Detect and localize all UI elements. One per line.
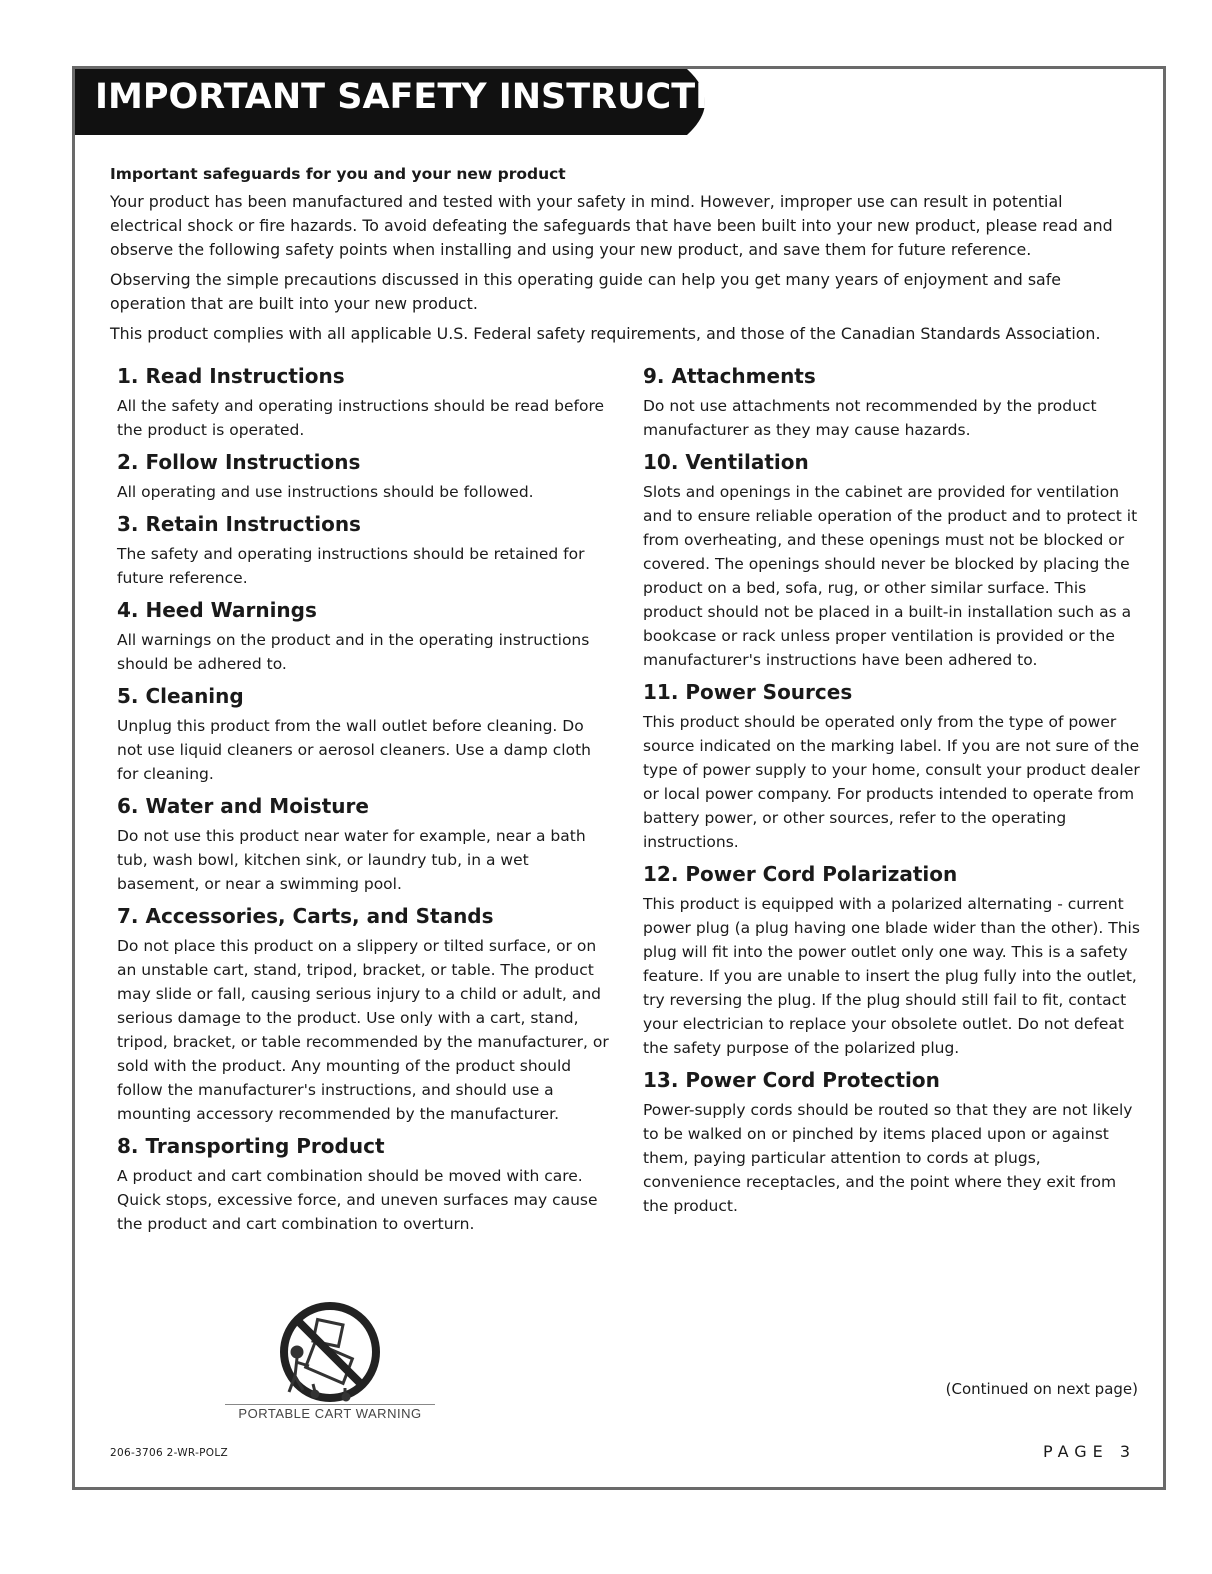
- intro-section: [110, 162, 1135, 352]
- intro-heading: Important safeguards for you and your new product: [110, 165, 566, 183]
- section-title: 13. Power Cord Protection: [643, 1068, 940, 1092]
- section-title: 4. Heed Warnings: [117, 598, 317, 622]
- section-body: Power-supply cords should be routed so that they are not likely to be walked on or pinched by items placed upon or against them, paying particular attention to cords at plugs, convenience receptacles, and the point where they exit from the product.: [643, 1101, 1133, 1215]
- section-power-cord-protection: [643, 1067, 1140, 1218]
- section-body: All operating and use instructions should be followed.: [117, 483, 534, 501]
- left-column: [117, 363, 610, 1243]
- intro-paragraph: This product complies with all applicable U.S. Federal safety requirements, and those of the Canadian Standards Association.: [110, 324, 1101, 343]
- section-attachments: [643, 363, 1140, 442]
- section-cleaning: [117, 683, 610, 786]
- section-body: Unplug this product from the wall outlet before cleaning. Do not use liquid cleaners or aerosol cleaners. Use a damp cloth for cleaning.: [117, 717, 591, 783]
- section-title: 10. Ventilation: [643, 450, 809, 474]
- cart-warning-caption: PORTABLE CART WARNING: [238, 1406, 422, 1421]
- section-body: All warnings on the product and in the operating instructions should be adhered to.: [117, 631, 590, 673]
- section-body: The safety and operating instructions should be retained for future reference.: [117, 545, 585, 587]
- section-title: 8. Transporting Product: [117, 1134, 385, 1158]
- document-number: 206-3706 2-WR-POLZ: [110, 1447, 229, 1459]
- intro-paragraph: Observing the simple precautions discussed in this operating guide can help you get many years of enjoyment and safe operation that are built into your new product.: [110, 270, 1062, 313]
- intro-paragraph: Your product has been manufactured and tested with your safety in mind. However, improper use can result in potential electrical shock or fire hazards. To avoid defeating the safeguards that have been built into your new product, please read and observe the following safety points when installing and using your new product, and save them for future reference.: [110, 192, 1113, 259]
- section-power-cord-polarization: [643, 861, 1140, 1060]
- section-body: Do not use attachments not recommended by the product manufacturer as they may cause hazards.: [643, 397, 1097, 439]
- section-heed-warnings: [117, 597, 610, 676]
- section-title: 2. Follow Instructions: [117, 450, 361, 474]
- section-body: Do not use this product near water for example, near a bath tub, wash bowl, kitchen sink, or laundry tub, in a wet basement, or near a swimming pool.: [117, 827, 586, 893]
- page-number: PAGE 3: [1042, 1442, 1136, 1461]
- portable-cart-warning: [225, 1300, 435, 1440]
- section-title: 5. Cleaning: [117, 684, 244, 708]
- section-body: This product is equipped with a polarized alternating - current power plug (a plug having one blade wider than the other). This plug will fit into the power outlet only one way. This is a safety feature. If you are unable to insert the plug fully into the outlet, try reversing the plug. If the plug should still fail to fit, contact your electrician to replace your obsolete outlet. Do not defeat the safety purpose of the polarized plug.: [643, 895, 1140, 1057]
- section-title: 6. Water and Moisture: [117, 794, 369, 818]
- section-title: 1. Read Instructions: [117, 364, 345, 388]
- section-transporting-product: [117, 1133, 610, 1236]
- continued-note: (Continued on next page): [945, 1380, 1138, 1398]
- section-power-sources: [643, 679, 1140, 854]
- section-retain-instructions: [117, 511, 610, 590]
- section-title: 7. Accessories, Carts, and Stands: [117, 904, 494, 928]
- section-title: 12. Power Cord Polarization: [643, 862, 958, 886]
- caption-rule: [225, 1404, 435, 1405]
- section-title: 11. Power Sources: [643, 680, 853, 704]
- section-body: Do not place this product on a slippery or tilted surface, or on an unstable cart, stand, tripod, bracket, or table. The product may slide or fall, causing serious injury to a child or adult, and serious damage to the product. Use only with a cart, stand, tripod, bracket, or table recommended by the manufacturer, or sold with the product. Any mounting of the product should follow the manufacturer's instructions, and should use a mounting accessory recommended by the manufacturer.: [117, 937, 609, 1123]
- section-water-and-moisture: [117, 793, 610, 896]
- page-title: IMPORTANT SAFETY INSTRUCTIONS: [95, 77, 793, 117]
- portable-cart-warning-icon: [255, 1300, 405, 1404]
- section-body: A product and cart combination should be moved with care. Quick stops, excessive force, and uneven surfaces may cause the product and cart combination to overturn.: [117, 1167, 598, 1233]
- section-accessories-carts-stands: [117, 903, 610, 1126]
- section-body: Slots and openings in the cabinet are provided for ventilation and to ensure reliable operation of the product and to protect it from overheating, and these openings must not be blocked or covered. The openings should never be blocked by placing the product on a bed, sofa, rug, or other similar surface. This product should not be placed in a built-in installation such as a bookcase or rack unless proper ventilation is provided or the manufacturer's instructions have been adhered to.: [643, 483, 1138, 669]
- section-title: 3. Retain Instructions: [117, 512, 361, 536]
- section-body: This product should be operated only from the type of power source indicated on the marking label. If you are not sure of the type of power supply to your home, consult your product dealer or local power company. For products intended to operate from battery power, or other sources, refer to the operating instructions.: [643, 713, 1140, 851]
- section-title: 9. Attachments: [643, 364, 816, 388]
- section-ventilation: [643, 449, 1140, 672]
- section-body: All the safety and operating instructions should be read before the product is operated.: [117, 397, 605, 439]
- title-banner: [75, 69, 793, 135]
- section-follow-instructions: [117, 449, 610, 504]
- right-column: [643, 363, 1140, 1225]
- section-read-instructions: [117, 363, 610, 442]
